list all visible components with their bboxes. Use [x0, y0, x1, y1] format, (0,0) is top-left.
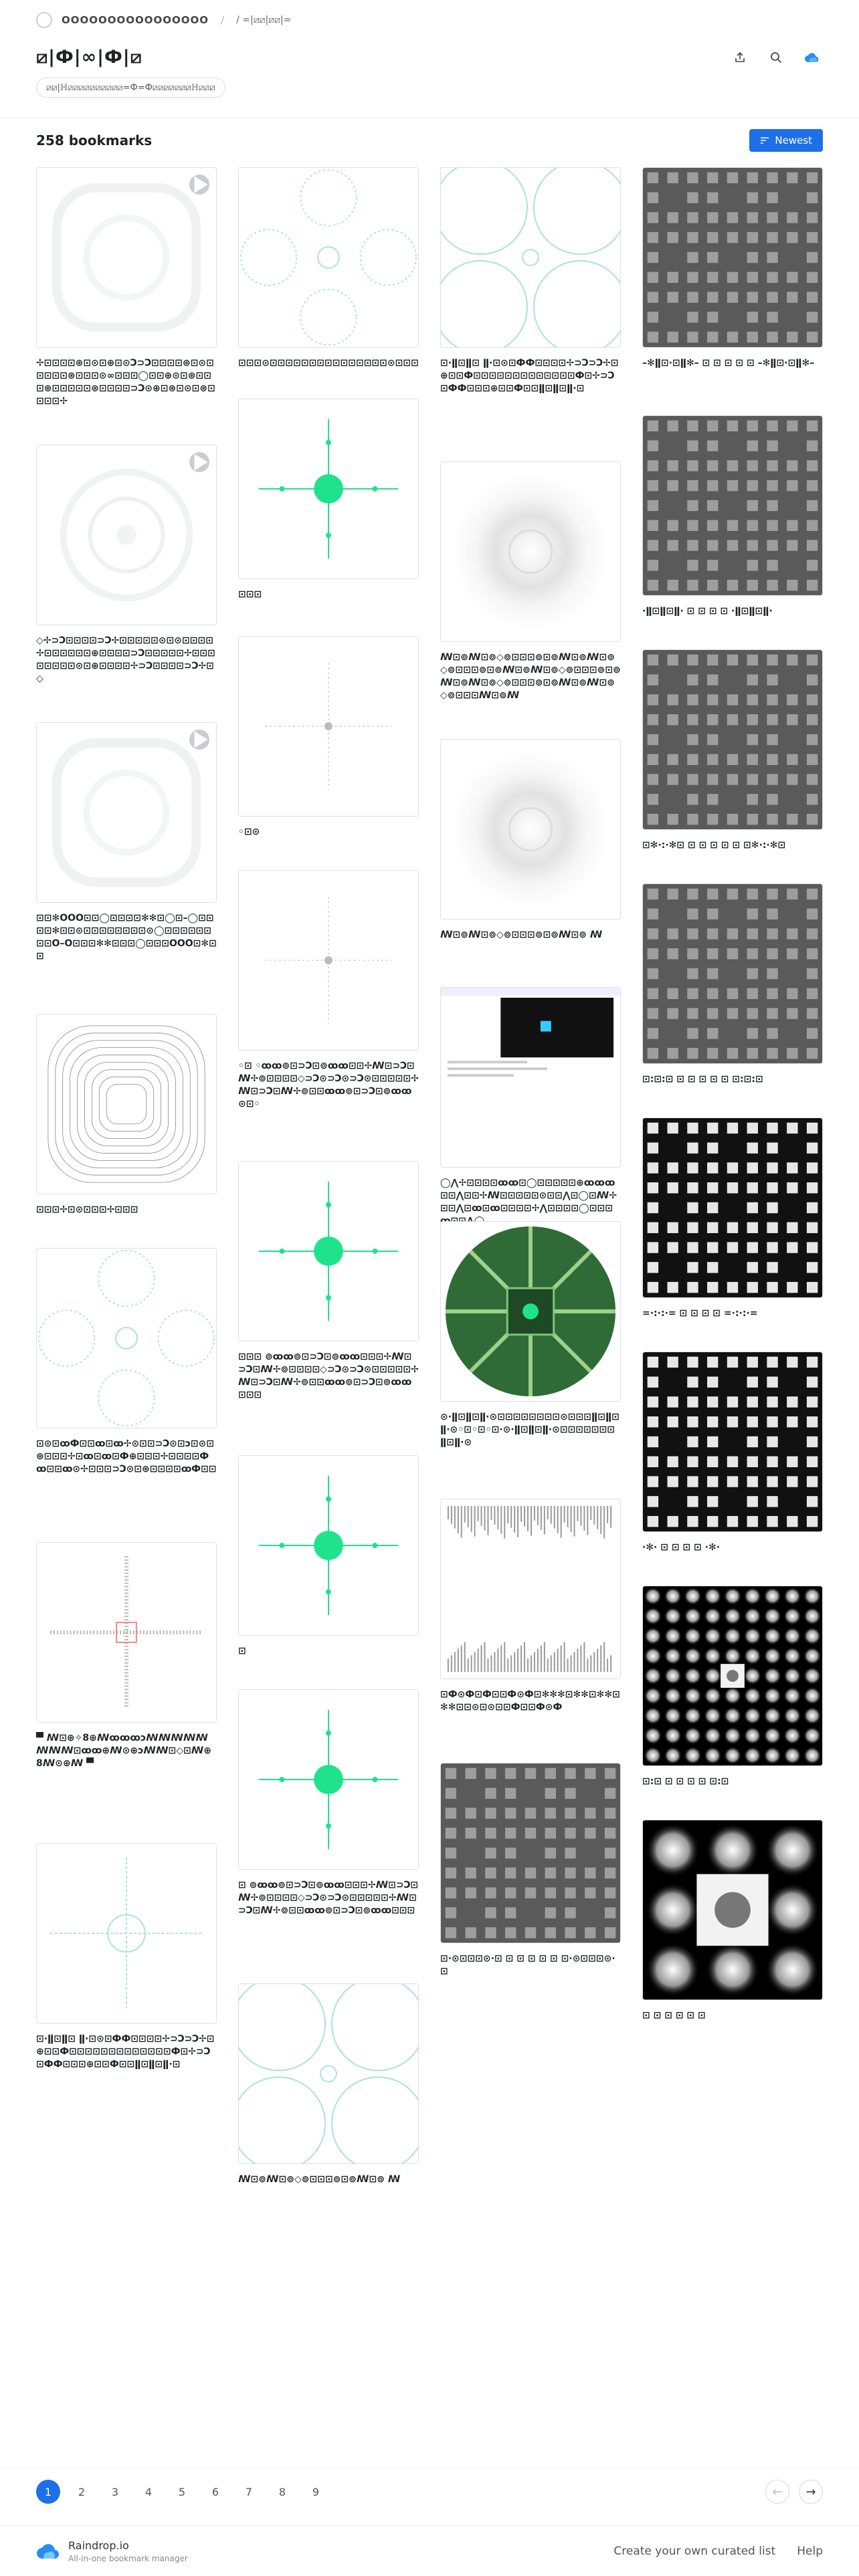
- bookmark-card[interactable]: [642, 883, 823, 1086]
- page-1-button[interactable]: 1: [36, 2480, 60, 2504]
- bookmark-title[interactable]: ꟿ⊡⊚ꟿ⊡⊚◇⊚⊡⊡⊡⊚⊡⊚ꟿ⊡⊚ ꟿ: [238, 2174, 401, 2185]
- bookmark-thumbnail[interactable]: [36, 1542, 217, 1723]
- breadcrumb-separator: /: [221, 14, 225, 26]
- brand-name[interactable]: Raindrop.io: [68, 2539, 129, 2552]
- bookmark-card[interactable]: [642, 167, 823, 370]
- bookmark-thumbnail[interactable]: [238, 1455, 419, 1636]
- page-8-button[interactable]: 8: [278, 2485, 286, 2498]
- bookmark-title[interactable]: ⊡:⊡ ⊡ ⊡ ⊡ ⊡ ⊡:⊡: [642, 1776, 729, 1787]
- page-4-button[interactable]: 4: [145, 2485, 153, 2498]
- bookmark-card[interactable]: [440, 1499, 621, 1714]
- bookmark-card[interactable]: [440, 1763, 621, 1978]
- create-curated-list-link[interactable]: Create your own curated list: [613, 2545, 776, 2558]
- bookmark-title[interactable]: ⊡✻·:·✻⊡ ⊡ ⊡ ⊡ ⊡ ⊡ ⊡✻·:·✻⊡: [642, 840, 786, 851]
- bookmark-thumbnail[interactable]: [36, 1014, 217, 1194]
- bookmark-thumbnail[interactable]: [642, 649, 823, 830]
- bookmark-card[interactable]: [238, 870, 419, 1111]
- brand-tagline: All-in-one bookmark manager: [68, 2554, 188, 2563]
- play-icon[interactable]: [189, 730, 209, 750]
- play-icon[interactable]: [189, 452, 209, 472]
- bookmark-title[interactable]: ◦⊡⊙: [238, 827, 260, 837]
- page-title: ⧄|Ф|∞|Ф|⧄: [36, 47, 142, 68]
- page-7-button[interactable]: 7: [245, 2485, 253, 2498]
- breadcrumb-user[interactable]: OOOOOOOOOOOOOOOO: [62, 14, 209, 26]
- raindrop-logo-icon[interactable]: [36, 2541, 60, 2561]
- breadcrumb-collection[interactable]: / =|⧄⧄|⧄⧄|=: [236, 15, 292, 25]
- share-icon[interactable]: [729, 47, 751, 68]
- bookmark-thumbnail[interactable]: [440, 987, 621, 1168]
- bookmark-card[interactable]: [238, 1983, 419, 2186]
- bookmark-card[interactable]: [642, 1586, 823, 1788]
- bookmark-title[interactable]: ⊡·ǁ⊡ǁ⊡ ǁ·⊡⊙⊡ФФ⊡⊡⊡⊡✢⊃Ͻ⊃Ͻ✢⊡⊕⊡⊡Ф⊡⊡⊡⊡⊡⊡⊡⊡⊡⊡⊡⊡⊡Ф⊡✢⊃Ͻ⊡ФФ⊡⊡⊡⊕⊡⊡Ф⊡⊡ǁ⊡ǁ⊡ǁ·⊡: [36, 2034, 215, 2070]
- bookmark-card[interactable]: [238, 399, 419, 601]
- bookmark-card[interactable]: [36, 445, 217, 685]
- bookmark-card[interactable]: [642, 1352, 823, 1554]
- page-5-button[interactable]: 5: [178, 2485, 186, 2498]
- bookmark-thumbnail[interactable]: [440, 1499, 621, 1679]
- bookmark-thumbnail[interactable]: [238, 399, 419, 579]
- bookmark-card[interactable]: [36, 1014, 217, 1216]
- bookmark-title[interactable]: ⊡·ǁ⊡ǁ⊡ ǁ·⊡⊙⊡ФФ⊡⊡⊡⊡✢⊃Ͻ⊃Ͻ✢⊡⊕⊡⊡Ф⊡⊡⊡⊡⊡⊡⊡⊡⊡⊡⊡⊡⊡Ф⊡✢⊃Ͻ⊡ФФ⊡⊡⊡⊕⊡⊡Ф⊡⊡ǁ⊡ǁ⊡ǁ·⊡: [440, 358, 619, 394]
- bookmark-title[interactable]: ◇✢⊃Ͻ⊡⊡⊡⊡⊃Ͻ✢⊡⊡⊡⊡⊡⊙⊡⊙⊡⊡⊡⊡✢⊡⊡⊡⊡⊡⊡⊕⊡⊡⊡⊡⊃Ͻ⊡⊡⊡⊡⊡✢⊡⊡⊡⊡⊡⊡⊡⊡⊙⊡⊕⊡⊡⊡⊡✢⊃Ͻ⊡⊡⊡⊡⊃Ͻ✢⊡◇: [36, 635, 215, 684]
- bookmark-thumbnail[interactable]: [238, 1983, 419, 2164]
- bookmark-card[interactable]: [642, 649, 823, 852]
- bookmark-grid: [36, 167, 823, 2220]
- page-6-button[interactable]: 6: [211, 2485, 219, 2498]
- bookmark-thumbnail[interactable]: [36, 1843, 217, 2024]
- pagination: [36, 2480, 823, 2504]
- bookmark-title[interactable]: ⊡·⊙⊡⊡⊡⊙·⊡ ⊡ ⊡ ⊡ ⊡ ⊡ ⊡·⊙⊡⊡⊡⊙·⊡: [440, 1953, 615, 1977]
- bookmark-count: 258 bookmarks: [36, 132, 153, 148]
- bookmark-title[interactable]: ◯⋀✢⊡⊡⊡⊡ꝏꝏ⊡◯⊡⊡⊡⊡⊡⊕ꝏꝏꝏ⊡⊡⋀⊡⊡✢ꟿ⊡⊡⊡⊡⊡⊙⊡⊡⋀⊡◯⊡ꟿ✢⊡⊡⋀⊡ꝏ⊡ꝏ⊡⊡⊡⊡✢⋀⊡⊡⊡⊡◯⊡⊡⊡: [440, 1178, 617, 1214]
- bookmark-card[interactable]: [238, 1689, 419, 1917]
- bookmark-card[interactable]: [238, 1455, 419, 1658]
- footer-divider: [0, 2525, 859, 2526]
- bookmark-title[interactable]: ⊡⊡✻OOO⊡⊡◯⊡⊡⊡⊡✻✻⊡◯⊡–◯⊡⊡⊡⊡✻⊡⊡⊙⊡⊡⊡⊡⊡⊡⊡⊡⊙◯⊡⊡⊡⊡⊡⊡⊡⊡O–O⊡⊡⊡✻✻⊡⊡⊡◯⊡⊡⊡OOO⊡✻⊡⊡: [36, 913, 217, 962]
- bookmark-title[interactable]: ·✻· ⊡ ⊡ ⊡ ⊡ ·✻·: [642, 1542, 721, 1553]
- bookmark-card[interactable]: [440, 167, 621, 395]
- bookmark-title[interactable]: ⊡⊡⊡ ⊚ꝏꝏ⊚⊡⊃Ͻ⊡⊚ꝏꝏ⊡⊡⊡✢ꟿ⊡⊃Ͻ⊡ꟿ✢⊚⊡⊡⊡⊡◇⊃Ͻ⊙⊃Ͻ⊙⊡⊡⊡⊡⊡✢ꟿ⊡⊃Ͻ⊡ꟿ✢⊚⊡⊡ꝏꝏ⊚⊡⊃Ͻ⊡⊚ꝏꝏ⊡⊡⊡: [238, 1352, 419, 1400]
- bookmark-card[interactable]: [36, 1248, 217, 1476]
- bookmark-card[interactable]: [440, 461, 621, 702]
- bookmark-title[interactable]: ꟿ⊡⊚ꟿ⊡⊚◇⊚⊡⊡⊡⊚⊡⊚ꟿ⊡⊚ꟿ⊡⊚◇⊚⊡⊡⊡⊚⊡⊚ꟿ⊡⊚ꟿ⊡⊚◇⊚⊡⊡⊡⊚⊡⊚ꟿ⊡⊚ꟿ⊡⊚◇⊚⊡⊡⊡⊚⊡⊚ꟿ⊡⊚ꟿ⊡⊚◇⊚⊡⊡⊡ꟿ⊡⊚ꟿ: [440, 652, 621, 701]
- bookmark-title[interactable]: ⊡:⊡:⊡ ⊡ ⊡ ⊡ ⊡ ⊡ ⊡:⊡:⊡: [642, 1074, 763, 1085]
- bookmark-title[interactable]: ⊡⊙⊡ꝏФ⊡⊡ꝏ⊡ꝏ✢⊙⊡⊡⊃Ͻ⊙⊡ͻ⊡⊙⊡⊛⊡⊡⊡✢⊡ꝏ⊡ꝏ⊡Ф⊕⊡⊡⊡✢⊡⊡⊡⊡Фꝏ⊡⊡ꝏ⊙✢⊡⊡⊡⊃Ͻ⊙⊡⊛⊡⊡⊡⊡ꝏФ⊡⊡: [36, 1438, 217, 1475]
- bookmark-thumbnail[interactable]: [440, 1763, 621, 1943]
- bookmark-title[interactable]: ⊡⊡⊡: [238, 589, 262, 600]
- bookmark-title[interactable]: ⊡: [238, 1646, 246, 1656]
- bookmark-thumbnail[interactable]: [440, 167, 621, 348]
- bookmark-thumbnail[interactable]: [642, 1820, 823, 2000]
- title-row: [36, 41, 823, 74]
- bookmark-card[interactable]: [642, 1117, 823, 1320]
- bookmark-title[interactable]: ⊡Ф⊙Ф⊡Ф⊡⊡Ф⊙Ф⊡✻✻✻⊡✻✻⊡✻✻⊡✻✻⊡⊡⊙⊡⊙⊡⊡Ф⊡⊡Ф⊙Ф: [440, 1689, 620, 1713]
- bookmark-title[interactable]: ꟿ⊡⊚ꟿ⊡⊚◇⊚⊡⊡⊡⊚⊡⊚ꟿ⊡⊚ ꟿ: [440, 930, 603, 940]
- page-3-button[interactable]: 3: [111, 2485, 119, 2498]
- bookmark-card[interactable]: [238, 167, 419, 370]
- next-page-button[interactable]: →: [799, 2480, 823, 2504]
- prev-page-button[interactable]: ←: [765, 2480, 789, 2504]
- bookmark-thumbnail[interactable]: [36, 167, 217, 348]
- bookmark-title[interactable]: ▀ ꟿ⊡⊕✧8⊕ꟿꝏꝏꝏͻꟿꟿꟿꟿꟿꟿꟿꟿ⊡ꝏꝏ⊕ꟿ⊙⊕ͻꟿꟿ⊡◇⊡ꟿ⊕8ꟿ⊙⊕ꟿ ▀: [36, 1733, 212, 1769]
- bookmark-title[interactable]: ✢⊡⊡⊡⊡⊛⊡⊙⊡⊕⊡⊙Ͻ⊃Ͻ⊡⊡⊡⊡⊛⊡⊙⊡⊡⊡⊡⊡⊛⊡⊡⊡⊙∞⊡⊡⊡◯⊡⊡⊕⊙⊡⊛⊡⊡⊡⊛⊡⊡⊡⊡⊡⊛⊡⊡⊡⊡⊃Ͻ⊙⊕⊡⊛⊡⊙⊡⊛⊡⊡⊡⊡✢: [36, 358, 215, 407]
- bookmark-title[interactable]: ◦⊡ ◦ꝏꝏ⊚⊡⊃Ͻ⊡⊚ꝏꝏ⊡⊡✢ꟿ⊡⊃Ͻ⊡ꟿ✢⊚⊡⊡⊡⊡◇⊃Ͻ⊙⊃Ͻ⊙⊃Ͻ⊙⊡⊡⊡⊡⊡✢ꟿ⊡⊃Ͻ⊡ꟿ✢⊚⊡⊡ꝏꝏ⊚⊡⊃Ͻ⊡⊚ꝏꝏ⊙⊡◦: [238, 1061, 419, 1109]
- play-icon[interactable]: [189, 175, 209, 195]
- bookmark-thumbnail[interactable]: [440, 461, 621, 642]
- bookmark-thumbnail[interactable]: [440, 739, 621, 920]
- bookmark-card[interactable]: [440, 739, 621, 942]
- bookmark-card[interactable]: [642, 415, 823, 618]
- bookmark-title[interactable]: ⊡⊡⊡✢⊡⊙⊡⊡⊡✢⊡⊡⊡: [36, 1204, 138, 1215]
- bookmark-thumbnail[interactable]: [36, 722, 217, 903]
- sort-icon: [760, 136, 769, 144]
- bookmark-card[interactable]: [238, 1161, 419, 1402]
- bookmark-thumbnail[interactable]: [238, 1161, 419, 1341]
- bookmark-card[interactable]: [440, 1221, 621, 1449]
- cloud-icon[interactable]: [801, 47, 823, 68]
- bookmark-title[interactable]: ⊡⊡⊡⊙⊡⊡⊡⊡⊡⊡⊡⊡⊡⊡⊡⊡⊡⊡⊡⊙⊡⊡⊡: [238, 358, 419, 368]
- bookmark-thumbnail[interactable]: [36, 445, 217, 625]
- bookmark-card[interactable]: [36, 167, 217, 408]
- bookmark-title[interactable]: ⊡ ⊚ꝏꝏ⊚⊡⊃Ͻ⊡⊚ꝏꝏ⊡⊡⊡✢ꟿ⊡⊃Ͻ⊡ꟿ✢⊚⊡⊡⊡⊡◇⊃Ͻ⊙⊃Ͻ⊙⊡⊡⊡⊡⊡✢ꟿ⊡⊃Ͻ⊡ꟿ✢⊚⊡⊡ꝏꝏ⊚⊡⊃Ͻ⊡⊚ꝏꝏ⊡⊡⊡: [238, 1880, 419, 1916]
- bookmark-title[interactable]: ⊡ ⊡ ⊡ ⊡ ⊡ ⊡: [642, 2010, 706, 2021]
- top-bar: [0, 0, 859, 40]
- page-9-button[interactable]: 9: [312, 2485, 320, 2498]
- bookmark-card[interactable]: [36, 1542, 217, 1770]
- bookmark-title[interactable]: ⊙·ǁ⊡ǁ⊡ǁ·⊙⊡⊡⊡⊡⊡⊡⊡⊡⊙⊡⊡⊡ǁ⊡ǁ⊡ǁ·⊙◦⊡◦⊡◦⊡·⊙·ǁ⊡ǁ⊡ǁ·⊙⊡⊡⊡⊡⊡⊡⊡ǁ⊡ǁ·⊙: [440, 1412, 619, 1448]
- bookmark-title[interactable]: –✻ǁ⊡·⊡ǁ✻– ⊡ ⊡ ⊡ ⊡ ⊡ –✻ǁ⊡·⊡ǁ✻–: [642, 358, 815, 368]
- footer: [36, 2536, 823, 2567]
- page-2-button[interactable]: 2: [78, 2485, 86, 2498]
- sort-label: Newest: [775, 134, 812, 146]
- collection-description: ⧄⧄|ℍ⧄⧄⧄⧄⧄⧄⧄⧄⧄⧄=Ф=Ф⧄⧄⧄⧄⧄⧄⧄ℍ⧄⧄⧄: [36, 78, 225, 98]
- bookmark-card[interactable]: [36, 1843, 217, 2071]
- bookmark-thumbnail[interactable]: [238, 870, 419, 1051]
- toolbar: [36, 127, 823, 154]
- bookmark-thumbnail[interactable]: [642, 1352, 823, 1532]
- bookmark-thumbnail[interactable]: [642, 883, 823, 1064]
- search-icon[interactable]: [765, 47, 787, 68]
- bookmark-thumbnail[interactable]: [642, 167, 823, 348]
- sort-button[interactable]: [749, 129, 823, 152]
- header-actions: [729, 47, 823, 68]
- bookmark-thumbnail[interactable]: [642, 1117, 823, 1298]
- bookmark-card[interactable]: [440, 987, 621, 1228]
- bookmark-thumbnail[interactable]: [642, 415, 823, 596]
- bookmark-thumbnail[interactable]: [238, 1689, 419, 1870]
- bookmark-thumbnail[interactable]: [238, 167, 419, 348]
- bookmark-title[interactable]: ·ǁ⊡ǁ⊡ǁ· ⊡ ⊡ ⊡ ⊡ ·ǁ⊡ǁ⊡ǁ·: [642, 606, 773, 617]
- bookmark-thumbnail[interactable]: [238, 636, 419, 817]
- avatar[interactable]: [36, 12, 52, 28]
- bookmark-card[interactable]: [36, 722, 217, 963]
- bookmark-thumbnail[interactable]: [36, 1248, 217, 1428]
- bookmark-title[interactable]: =·:·:·= ⊡ ⊡ ⊡ ⊡ =·:·:·=: [642, 1308, 758, 1319]
- bookmark-thumbnail[interactable]: [440, 1221, 621, 1402]
- bookmark-thumbnail[interactable]: [642, 1586, 823, 1766]
- bookmark-card[interactable]: [238, 636, 419, 839]
- help-link[interactable]: Help: [797, 2545, 823, 2558]
- bookmark-card[interactable]: [642, 1820, 823, 2022]
